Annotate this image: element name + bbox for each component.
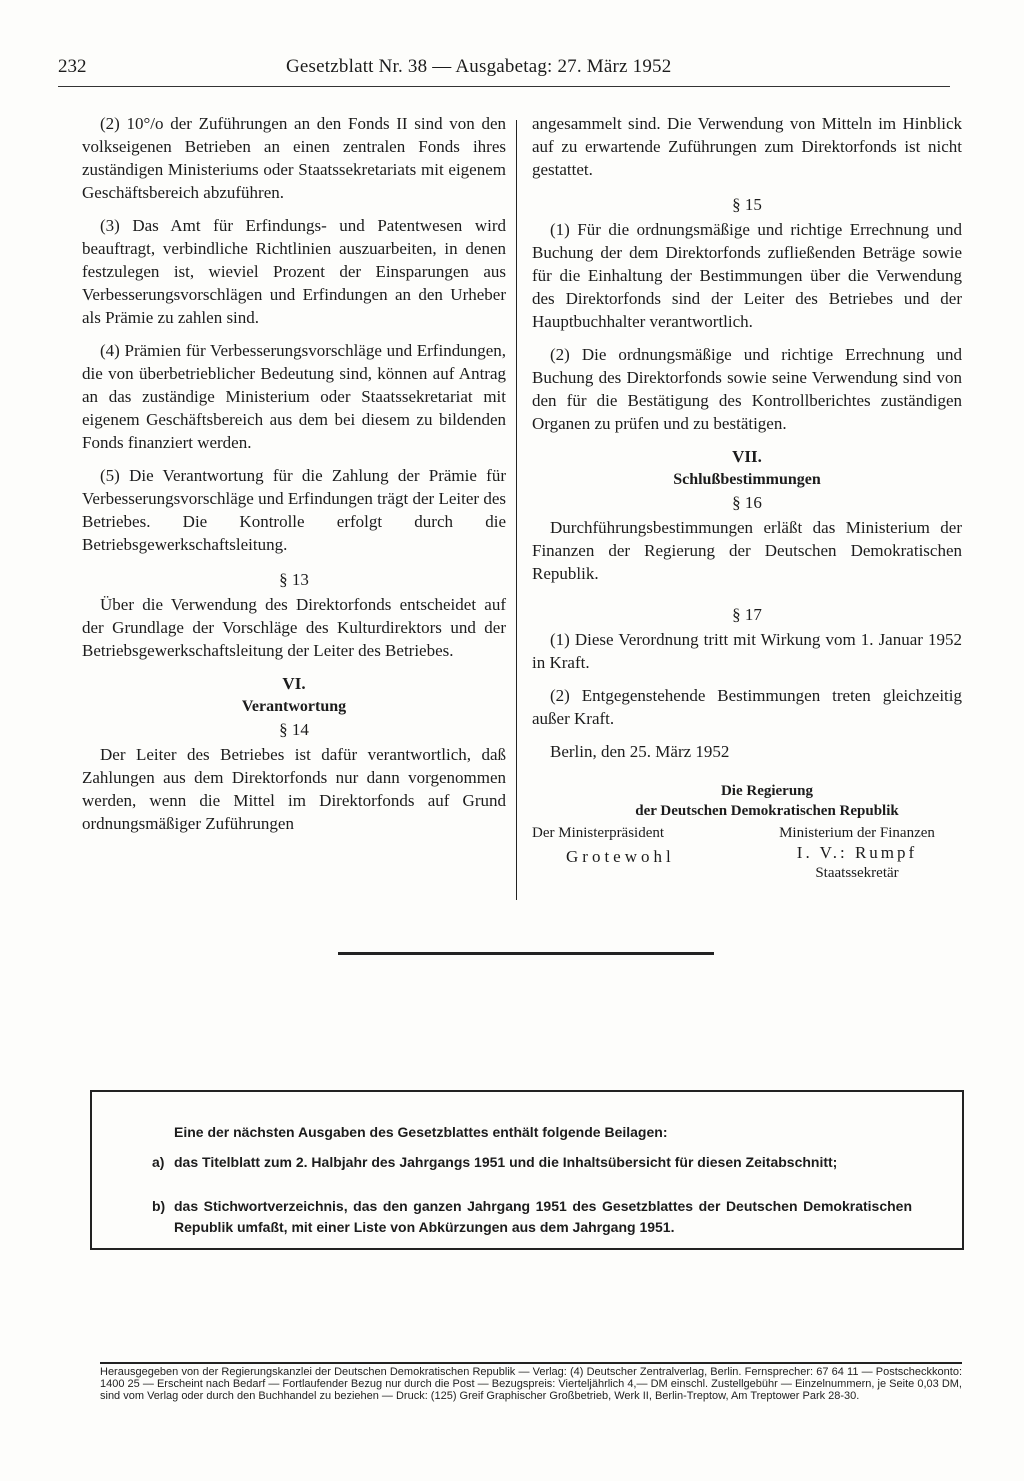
page-header	[58, 56, 950, 88]
supplement-notice-box	[90, 1090, 964, 1250]
header-rule	[58, 86, 950, 87]
section-14-continued: angesammelt sind. Die Verwendung von Mitteln im Hinblick auf zu erwartende Zuführungen zum Direktorfonds ist nicht gestattet.	[532, 114, 962, 179]
page-number: 232	[58, 56, 87, 77]
paragraph-3: (3) Das Amt für Erfindungs- und Patentwesen wird beauftragt, verbindliche Richtlinien auszuarbeiten, in denen festzulegen ist, wieviel Prozent der Einsparungen aus Verbesserungsvorschlägen und Erfindungen an den Urheber als Prämie zu zahlen sind.	[82, 216, 506, 327]
part-6-title: Verantwortung	[241, 698, 347, 715]
signature-right	[752, 823, 962, 883]
section-15-paragraph-1: (1) Für die ordnungsmäßige und richtige Errechnung und Buchung der dem Direktorfonds zufließenden Beträge sowie für die Einhaltung der Bestimmungen über die Verwendung des Direktorfonds sind der Leiter des Betriebes und der Hauptbuchhalter verantwortlich.	[532, 220, 962, 331]
section-15-paragraph-2: (2) Die ordnungsmäßige und richtige Errechnung und Buchung des Direktorfonds sowie seine Verwendung sind von den für die Bestätigung des Kontrollberichtes zuständigen Organen zu prüfen und zu bestätigen.	[532, 345, 962, 433]
section-17-paragraph-1: (1) Diese Verordnung tritt mit Wirkung vom 1. Januar 1952 in Kraft.	[532, 630, 962, 672]
section-15-heading: § 15	[732, 195, 762, 214]
paragraph-2: (2) 10°/o der Zuführungen an den Fonds II sind von den volkseigenen Betrieben an einen zentralen Fonds ihres zuständigen Ministeriums oder Staatssekretariats mit eigenem Geschäftsbereich abzuführen.	[82, 114, 506, 202]
section-17-paragraph-2: (2) Entgegenstehende Bestimmungen treten gleichzeitig außer Kraft.	[532, 686, 962, 728]
section-14-heading: § 14	[279, 720, 309, 739]
section-16-text: Durchführungsbestimmungen erläßt das Ministerium der Finanzen der Regierung der Deutschen Demokratischen Republik.	[532, 518, 962, 583]
notice-item-b-label: b)	[152, 1198, 166, 1214]
section-16-heading: § 16	[732, 493, 762, 512]
column-divider	[516, 120, 517, 900]
signature-block	[532, 781, 962, 883]
signature-left	[532, 823, 722, 883]
notice-item-a	[152, 1152, 912, 1173]
publisher-imprint: Herausgegeben von der Regierungskanzlei der Deutschen Demokratischen Republik — Verlag: (4) Deutscher Zentralverlag, Berlin. Fernsprecher: 67 64 11 — Postscheckkonto: 1400 25 — Erscheint nach Bedarf — Fortlaufender Bezug nur durch die Post — Bezugspreis: Vierteljährlich 4,— DM einschl. Zustellgebühr — Einzelnummern, je Seite 0,03 DM, sind vom Verlag oder durch den Buchhandel zu beziehen — Druck: (125) Greif Graphischer Großbetrieb, Werk II, Berlin-Treptow, Am Treptower Park 28-30.	[100, 1366, 962, 1402]
ministry-signatory: I. V.: Rumpf	[796, 843, 918, 862]
section-17-heading: § 17	[732, 605, 762, 624]
notice-item-a-label: a)	[152, 1154, 165, 1170]
government-line-2: der Deutschen Demokratischen Republik	[635, 803, 899, 819]
ministry-title: Ministerium der Finanzen	[779, 825, 935, 841]
paragraph-4: (4) Prämien für Verbesserungsvorschläge und Erfindungen, die von überbetrieblicher Bedeutung sind, können auf Antrag an das zuständige Ministerium oder Staatssekretariat mit eigenem Geschäftsbereich aus dem bei diesem zu bildenden Fonds finanziert werden.	[82, 341, 506, 452]
notice-intro: Eine der nächsten Ausgaben des Gesetzblattes enthält folgende Beilagen:	[174, 1124, 668, 1140]
place-and-date: Berlin, den 25. März 1952	[550, 742, 730, 761]
paragraph-5: (5) Die Verantwortung für die Zahlung der Prämie für Verbesserungsvorschläge und Erfindungen trägt der Leiter des Betriebes. Die Kontrolle erfolgt durch die Betriebsgewerkschaftsleitung.	[82, 466, 506, 554]
part-7-number: VII.	[732, 447, 762, 466]
left-column	[82, 112, 506, 845]
right-column	[532, 112, 962, 883]
notice-item-b-text: das Stichwortverzeichnis, das den ganzen Jahrgang 1951 des Gesetzblattes der Deutschen Demokratischen Republik umfaßt, mit einer Liste von Abkürzungen aus dem Jahrgang 1951.	[174, 1198, 912, 1235]
notice-item-a-text: das Titelblatt zum 2. Halbjahr des Jahrgangs 1951 und die Inhaltsübersicht für diesen Zeitabschnitt;	[174, 1154, 838, 1170]
closing-rule	[338, 952, 714, 955]
section-14-text: Der Leiter des Betriebes ist dafür verantwortlich, daß Zahlungen aus dem Direktorfonds nur dann vorgenommen werden, wenn die Mittel im Direktorfonds auf Grund ordnungsmäßiger Zuführungen	[82, 745, 506, 833]
part-7-title: Schlußbestimmungen	[673, 471, 821, 488]
running-title: Gesetzblatt Nr. 38 — Ausgabetag: 27. März 1952	[286, 56, 672, 77]
section-13-text: Über die Verwendung des Direktorfonds entscheidet auf der Grundlage der Vorschläge des Kulturdirektors und der Betriebsgewerkschaftsleitung der Leiter des Betriebes.	[82, 595, 506, 660]
prime-minister-title: Der Ministerpräsident	[532, 825, 665, 841]
section-13-heading: § 13	[279, 570, 309, 589]
government-line-1: Die Regierung	[720, 783, 814, 799]
footer-rule	[100, 1362, 962, 1364]
prime-minister-name: Grotewohl	[566, 847, 675, 866]
notice-item-b	[152, 1196, 912, 1238]
signature-row	[532, 823, 962, 883]
ministry-signatory-role: Staatssekretär	[815, 865, 899, 881]
part-6-number: VI.	[282, 674, 306, 693]
